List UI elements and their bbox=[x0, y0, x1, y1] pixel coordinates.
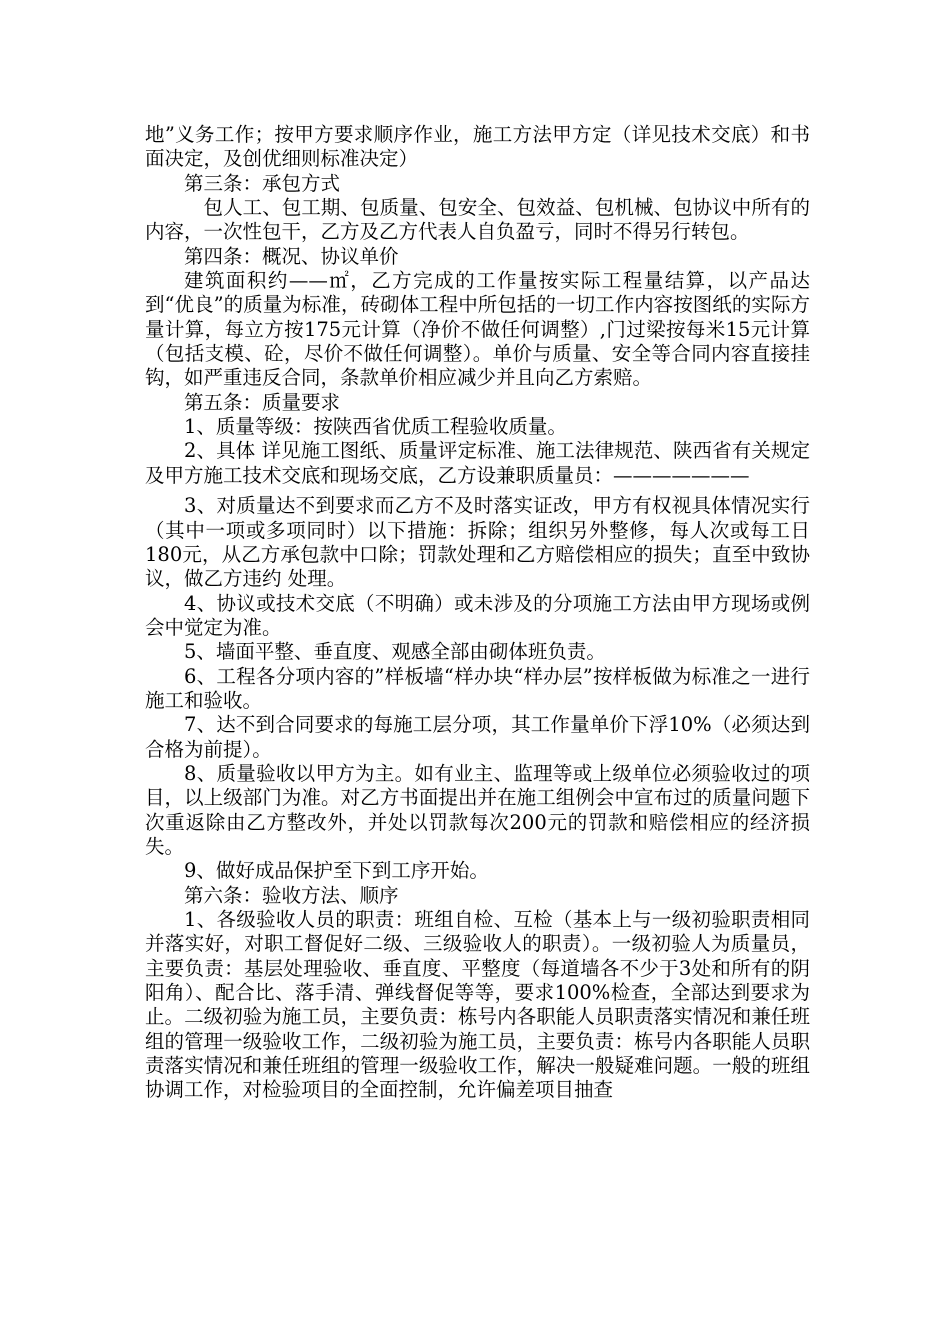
article-4-heading: 第四条：概况、协议单价 bbox=[184, 244, 399, 268]
quality-item-4: 4、协议或技术交底（不明确）或未涉及的分项施工方法由甲方现场或例会中觉定为准。 bbox=[145, 591, 810, 639]
quality-item-9: 9、做好成品保护至下到工序开始。 bbox=[184, 859, 489, 883]
quality-item-8: 8、质量验收以甲方为主。如有业主、监理等或上级单位必须验收过的项目，以上级部门为准。对乙方书面提出并在施工组例会中宣布过的质量问题下次重返除由乙方整改外，并处以罚款每次200元的罚款和赔偿相应的经济损失。 bbox=[145, 761, 810, 858]
article-6-heading: 第六条：验收方法、顺序 bbox=[184, 883, 399, 907]
quality-item-3: 3、对质量达不到要求而乙方不及时落实证改，甲方有权视具体情况实行（其中一项或多项同时）以下措施：拆除；组织另外整修，每人次或每工日180元，从乙方承包款中口除；罚款处理和乙方赔偿相应的损失；直至中致协议，做乙方违约 处理。 bbox=[145, 494, 810, 591]
article-5-heading: 第五条：质量要求 bbox=[184, 390, 341, 414]
article-3-body: 包人工、包工期、包质量、包安全、包效益、包机械、包协议中所有的内容，一次性包干，乙方及乙方代表人自负盈亏，同时不得另行转包。 bbox=[145, 196, 810, 244]
acceptance-item-1: 1、各级验收人员的职责：班组自检、互检（基本上与一级初验职责相同并落实好，对职工督促好二级、三级验收人的职责）。一级初验人为质量员，主要负责：基层处理验收、垂直度、平整度（每道墙各不少于3处和所有的阴阳角）、配合比、落手清、弹线督促等等，要求100%检查，全部达到要求为止。二级初验为施工员，主要负责：栋号内各职能人员职责落实情况和兼任班组的管理一级验收工作，二级初验为施工员，主要负责：栋号内各职能人员职责落实情况和兼任班组的管理一级验收工作，解决一般疑难问题。一般的班组协调工作，对检验项目的全面控制，允许偏差项目抽查 bbox=[145, 908, 810, 1102]
document-body bbox=[145, 123, 810, 1103]
quality-item-5: 5、墙面平整、垂直度、观感全部由砌体班负责。 bbox=[184, 640, 606, 664]
article-3-heading: 第三条：承包方式 bbox=[184, 171, 341, 195]
quality-item-1: 1、质量等级：按陕西省优质工程验收质量。 bbox=[184, 415, 567, 439]
article-4-body: 建筑面积约——㎡，乙方完成的工作量按实际工程量结算，以产品达到“优良”的质量为标准，砖砌体工程中所包括的一切工作内容按图纸的实际方量计算，每立方按175元计算（净价不做任何调整）,门过梁按每米15元计算（包括支模、砼，尽价不做任何调整）。单价与质量、安全等合同内容直接挂钩，如严重违反合同，条款单价相应减少并且向乙方索赔。 bbox=[145, 269, 810, 390]
quality-item-2: 2、具体 详见施工图纸、质量评定标准、施工法律规范、陕西省有关规定及甲方施工技术交底和现场交底，乙方设兼职质量员：——————— bbox=[145, 439, 810, 487]
quality-item-6: 6、工程各分项内容的”样板墙“样办块“样办层”按样板做为标准之一进行施工和验收。 bbox=[145, 664, 810, 712]
paragraph-continuation: 地”义务工作；按甲方要求顺序作业，施工方法甲方定（详见技术交底）和书面决定，及创优细则标准决定） bbox=[145, 123, 810, 171]
quality-item-7: 7、达不到合同要求的每施工层分项，其工作量单价下浮10%（必须达到合格为前提）。 bbox=[145, 713, 810, 761]
